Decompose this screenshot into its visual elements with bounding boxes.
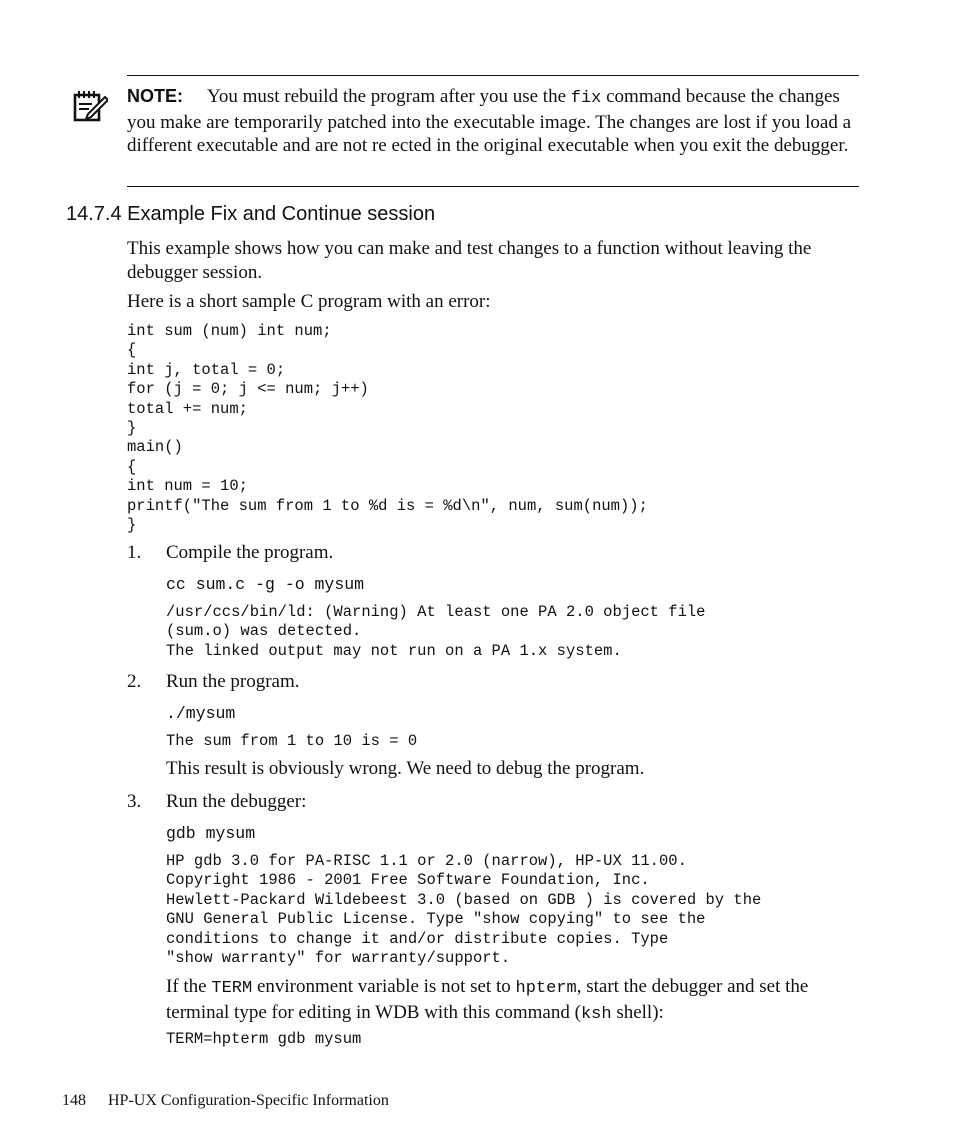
step-2-note: This result is obviously wrong. We need to debug the program. — [166, 758, 645, 779]
section-heading: 14.7.4 Example Fix and Continue session — [66, 203, 436, 225]
sample-program-code: int sum (num) int num; { int j, total = 0; for (j = 0; j <= num; j++) total += num; } main() { int num = 10; printf("The sum from 1 to %d is = %d\n", num, sum(num)); } — [127, 322, 648, 535]
step-3-term-command: TERM=hpterm gdb mysum — [166, 1030, 362, 1048]
term-code-term: TERM — [211, 979, 253, 998]
term-code-ksh: ksh — [580, 1004, 612, 1024]
term-text-4: shell): — [611, 1001, 664, 1023]
step-3-command: gdb mysum — [166, 824, 256, 843]
page-footer — [62, 1092, 389, 1110]
step-2-command: ./mysum — [166, 704, 236, 723]
step-2 — [127, 670, 141, 694]
note-bottom-rule — [127, 186, 859, 187]
step-3-output: HP gdb 3.0 for PA-RISC 1.1 or 2.0 (narrow), HP-UX 11.00. Copyright 1986 - 2001 Free Software Foundation, Inc. Hewlett-Packard Wildebeest 3.0 (based on GDB ) is covered by the GNU General Public License. Type "show copying" to see the conditions to change it and/or distribute copies. Type "show warranty" for warranty/support. — [166, 852, 762, 968]
note-code-fix: fix — [570, 89, 602, 108]
step-3 — [127, 790, 141, 814]
term-text-2: environment variable is not set to — [252, 976, 516, 997]
section-sample-intro: Here is a short sample C program with an error: — [127, 291, 491, 312]
term-text-1: If the — [166, 976, 212, 997]
step-1-number: 1. — [127, 542, 142, 563]
step-2-number: 2. — [127, 671, 142, 692]
step-3-term-paragraph — [166, 975, 862, 1026]
section-intro-paragraph: This example shows how you can make and test changes to a function without leaving the debugger session. — [127, 238, 812, 283]
note-top-rule — [127, 75, 859, 76]
step-1 — [127, 541, 141, 565]
note-paragraph — [127, 85, 862, 158]
step-3-number: 3. — [127, 791, 142, 812]
step-3-title: Run the debugger: — [166, 791, 307, 812]
page-number: 148 — [62, 1092, 86, 1109]
note-text-1: You must rebuild the program after you use the — [207, 86, 571, 107]
step-2-output: The sum from 1 to 10 is = 0 — [166, 732, 418, 750]
footer-title: HP-UX Configuration-Specific Information — [108, 1092, 389, 1109]
step-2-title: Run the program. — [166, 671, 300, 692]
step-1-output: /usr/ccs/bin/ld: (Warning) At least one PA 2.0 object file (sum.o) was detected. The linked output may not run on a PA 1.x system. — [166, 603, 706, 660]
step-1-title: Compile the program. — [166, 542, 334, 563]
note-label: NOTE: — [127, 86, 183, 106]
step-1-command: cc sum.c -g -o mysum — [166, 575, 365, 594]
term-code-hpterm: hpterm — [515, 979, 577, 998]
term-text-3: , start the debugger and set the terminal type for editing in WDB with this command ( — [166, 976, 809, 1023]
note-text-2: command because the changes you make are temporarily patched into the executable image. The changes are lost if you load a different executable and are not re ected in the original executable when you exit the debugger. — [127, 86, 852, 156]
notepad-pencil-icon — [72, 89, 108, 123]
